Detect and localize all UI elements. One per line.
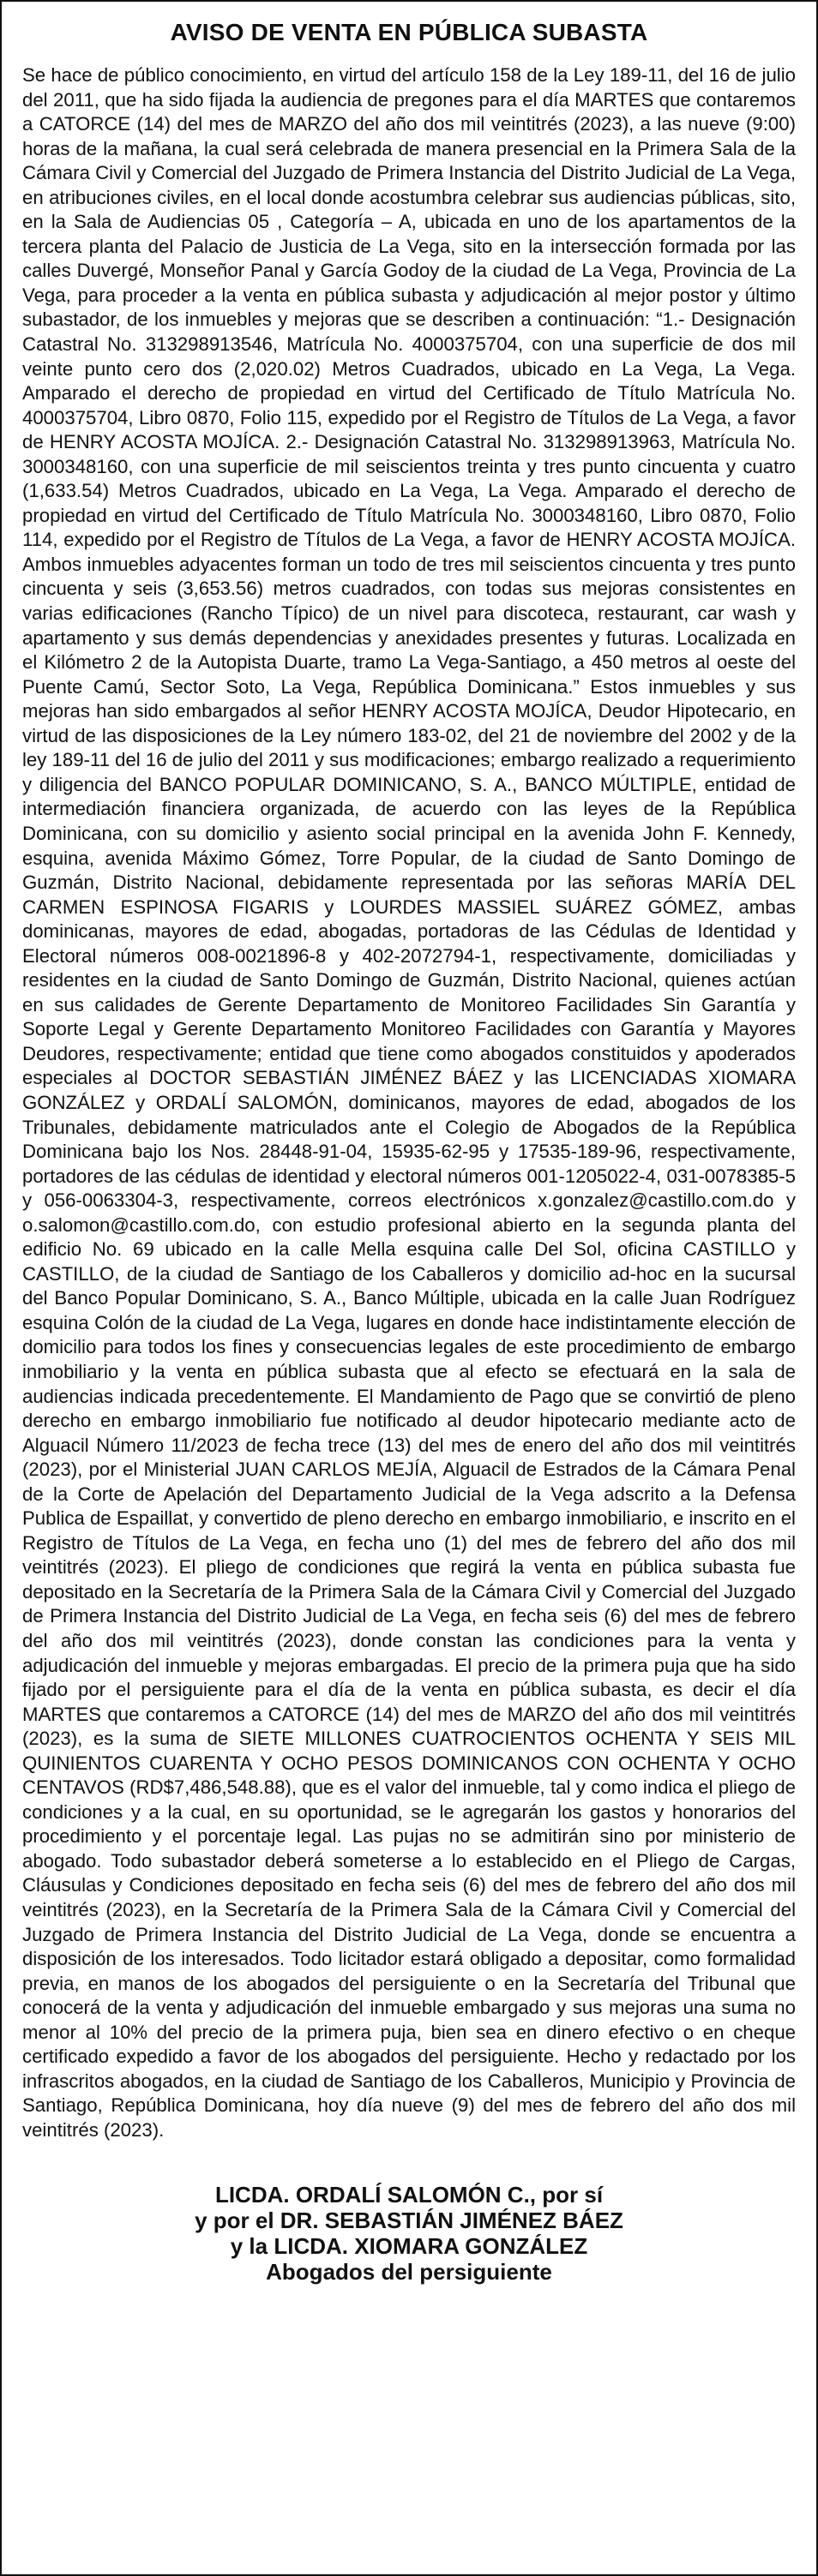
signature-line-4: Abogados del persiguiente [266,2259,552,2285]
signature-line-1: LICDA. ORDALÍ SALOMÓN C., por sí [214,2182,604,2208]
notice-title: AVISO DE VENTA EN PÚBLICA SUBASTA [170,19,648,45]
signature-block [22,2182,796,2285]
signature-line-2: y por el DR. SEBASTIÁN JIMÉNEZ BÁEZ [195,2208,623,2234]
signature-line-3: y la LICDA. XIOMARA GONZÁLEZ [230,2233,588,2260]
notice-body: Se hace de público conocimiento, en virtud del artículo 158 de la Ley 189-11, del 16 de julio del 2011, que ha sido fijada la audiencia de pregones para el día MARTES que contaremos a CATORCE (14) del mes de MARZO del año dos mil veintitrés (2023), a las nueve (9:00) horas de la mañana, la cual será celebrada de manera presencial en la Primera Sala de la Cámara Civil y Comercial del Juzgado de Primera Instancia del Distrito Judicial de La Vega, en atribuciones civiles, en el local donde acostumbra celebrar sus audiencias públicas, sito, en la Sala de Audiencias 05 , Categoría – A, ubicada en uno de los apartamentos de la tercera planta del Palacio de Justicia de La Vega, sito en la intersección formada por las calles Duvergé, Monseñor Panal y García Godoy de la ciudad de La Vega, Provincia de La Vega, para proceder a la venta en pública subasta y adjudicación al mejor postor y último subastador, de los inmuebles y mejoras que se describen a continuación: “1.- Designación Catastral No. 313298913546, Matrícula No. 4000375704, con una superficie de dos mil veinte punto cero dos (2,020.02) Metros Cuadrados, ubicado en La Vega, La Vega. Amparado el derecho de propiedad en virtud del Certificado de Título Matrícula No. 4000375704, Libro 0870, Folio 115, expedido por el Registro de Títulos de La Vega, a favor de HENRY ACOSTA MOJÍCA. 2.- Designación Catastral No. 313298913963, Matrícula No. 3000348160, con una superficie de mil seiscientos treinta y tres punto cincuenta y cuatro (1,633.54) Metros Cuadrados, ubicado en La Vega, La Vega. Amparado el derecho de propiedad en virtud del Certificado de Título Matrícula No. 3000348160, Libro 0870, Folio 114, expedido por el Registro de Títulos de La Vega, a favor de HENRY ACOSTA MOJÍCA. Ambos inmuebles adyacentes forman un todo de tres mil seiscientos cincuenta y tres punto cincuenta y seis (3,653.56) metros cuadrados, con todas sus mejoras consistentes en varias edificaciones (Rancho Típico) de un nivel para discoteca, restaurant, car wash y apartamento y sus demás dependencias y anexidades presentes y futuras. Localizada en el Kilómetro 2 de la Autopista Duarte, tramo La Vega-Santiago, a 450 metros al oeste del Puente Camú, Sector Soto, La Vega, República Dominicana.” Estos inmuebles y sus mejoras han sido embargados al señor HENRY ACOSTA MOJÍCA, Deudor Hipotecario, en virtud de las disposiciones de la Ley número 183-02, del 21 de noviembre del 2002 y de la ley 189-11 del 16 de julio del 2011 y sus modificaciones; embargo realizado a requerimiento y diligencia del BANCO POPULAR DOMINICANO, S. A., BANCO MÚLTIPLE, entidad de intermediación financiera organizada, de acuerdo con las leyes de la República Dominicana, con su domicilio y asiento social principal en la avenida John F. Kennedy, esquina, avenida Máximo Gómez, Torre Popular, de la ciudad de Santo Domingo de Guzmán, Distrito Nacional, debidamente representada por las señoras MARÍA DEL CARMEN ESPINOSA FIGARIS y LOURDES MASSIEL SUÁREZ GÓMEZ, ambas dominicanas, mayores de edad, abogadas, portadoras de las Cédulas de Identidad y Electoral números 008-0021896-8 y 402-2072794-1, respectivamente, domiciliadas y residentes en la ciudad de Santo Domingo de Guzmán, Distrito Nacional, quienes actúan en sus calidades de Gerente Departamento de Monitoreo Facilidades Sin Garantía y Soporte Legal y Gerente Departamento Monitoreo Facilidades con Garantía y Mayores Deudores, respectivamente; entidad que tiene como abogados constituidos y apoderados especiales al DOCTOR SEBASTIÁN JIMÉNEZ BÁEZ y las LICENCIADAS XIOMARA GONZÁLEZ y ORDALÍ SALOMÓN, dominicanos, mayores de edad, abogados de los Tribunales, debidamente matriculados ante el Colegio de Abogados de la República Dominicana bajo los Nos. 28448-91-04, 15935-62-95 y 17535-189-96, respectivamente, portadores de las cédulas de identidad y electoral números 001-1205022-4, 031-0078385-5 y 056-0063304-3, respectivamente, correos electrónicos x.gonzalez@castillo.com.do y o.salomon@castillo.com.do, con estudio profesional abierto en la segunda planta del edificio No. 69 ubicado en la calle Mella esquina calle Del Sol, oficina CASTILLO y CASTILLO, de la ciudad de Santiago de los Caballeros y domicilio ad-hoc en la sucursal del Banco Popular Dominicano, S. A., Banco Múltiple, ubicada en la calle Juan Rodríguez esquina Colón de la ciudad de La Vega, lugares en donde hace indistintamente elección de domicilio para todos los fines y consecuencias legales de este procedimiento de embargo inmobiliario y la venta en pública subasta que al efecto se efectuará en la sala de audiencias indicada precedentemente. El Mandamiento de Pago que se convirtió de pleno derecho en embargo inmobiliario fue notificado al deudor hipotecario mediante acto de Alguacil Número 11/2023 de fecha trece (13) del mes de enero del año dos mil veintitrés (2023), por el Ministerial JUAN CARLOS MEJÍA, Alguacil de Estrados de la Cámara Penal de la Corte de Apelación del Departamento Judicial de la Vega adscrito a la Defensa Publica de Espaillat, y convertido de pleno derecho en embargo inmobiliario, e inscrito en el Registro de Títulos de La Vega, en fecha uno (1) del mes de febrero del año dos mil veintitrés (2023). El pliego de condiciones que regirá la venta en pública subasta fue depositado en la Secretaría de la Primera Sala de la Cámara Civil y Comercial del Juzgado de Primera Instancia del Distrito Judicial de La Vega, en fecha seis (6) del mes de febrero del año dos mil veintitrés (2023), donde constan las condiciones para la venta y adjudicación del inmueble y mejoras embargadas. El precio de la primera puja que ha sido fijado por el persiguiente para el día de la venta en pública subasta, es decir el día MARTES que contaremos a CATORCE (14) del mes de MARZO del año dos mil veintitrés (2023), es la suma de SIETE MILLONES CUATROCIENTOS OCHENTA Y SEIS MIL QUINIENTOS CUARENTA Y OCHO PESOS DOMINICANOS CON OCHENTA Y OCHO CENTAVOS (RD$7,486,548.88), que es el valor del inmueble, tal y como indica el pliego de condiciones y a la cual, en su oportunidad, se le agregarán los gastos y honorarios del procedimiento y el porcentaje legal. Las pujas no se admitirán sino por ministerio de abogado. Todo subastador deberá someterse a lo establecido en el Pliego de Cargas, Cláusulas y Condiciones depositado en fecha seis (6) del mes de febrero del año dos mil veintitrés (2023), en la Secretaría de la Primera Sala de la Cámara Civil y Comercial del Juzgado de Primera Instancia del Distrito Judicial de La Vega, donde se encuentra a disposición de los interesados. Todo licitador estará obligado a depositar, como formalidad previa, en manos de los abogados del persiguiente o en la Secretaría del Tribunal que conocerá de la venta y adjudicación del inmueble embargado y sus mejoras una suma no menor al 10% del precio de la primera puja, bien sea en dinero efectivo o en cheque certificado expedido a favor de los abogados del persiguiente. Hecho y redactado por los infrascritos abogados, en la ciudad de Santiago de los Caballeros, Municipio y Provincia de Santiago, República Dominicana, hoy día nueve (9) del mes de febrero del año dos mil veintitrés (2023). [22,64,797,2141]
